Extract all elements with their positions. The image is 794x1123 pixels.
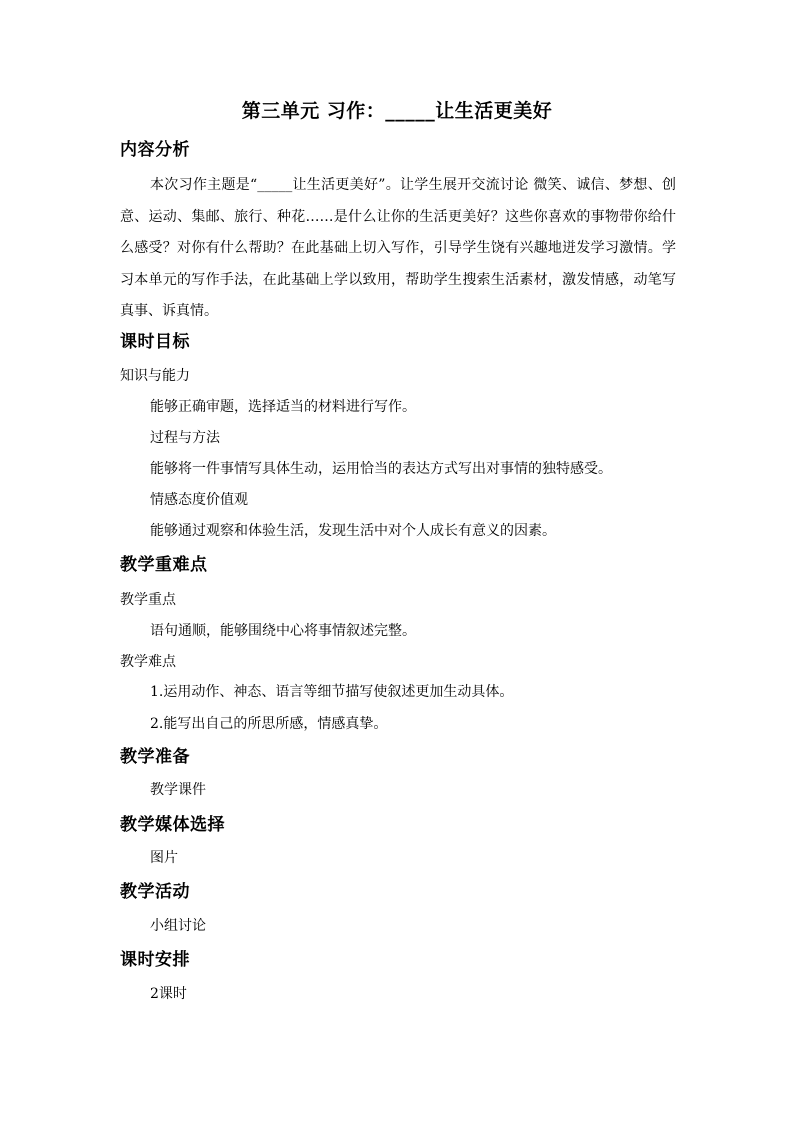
document-title: 第三单元 习作：_____让生活更美好 — [241, 100, 553, 122]
content-analysis-paragraph: 本次习作主题是“_____让生活更美好”。让学生展开交流讨论 微笑、诚信、梦想、创意、运动、集邮、旅行、种花……是什么让你的生活更美好？这些你喜欢的事物带你给什么感受？对你有什么帮助？在此基础上切入写作，引导学生饶有兴趣地迸发学习激情。学习本单元的写作手法，在此基础上学以致用，帮助学生搜索生活素材，激发情感，动笔写真事、诉真情。 — [120, 177, 676, 319]
heading-schedule: 课时安排 — [120, 950, 190, 970]
heading-content-analysis: 内容分析 — [120, 140, 190, 160]
heading-key-points: 教学重难点 — [120, 555, 208, 575]
preparation-text: 教学课件 — [150, 782, 206, 798]
subheading-difficulty: 教学难点 — [120, 654, 176, 670]
subheading-focus: 教学重点 — [120, 592, 176, 608]
subheading-process: 过程与方法 — [150, 430, 220, 446]
heading-activity: 教学活动 — [120, 882, 190, 902]
emotion-text: 能够通过观察和体验生活，发现生活中对个人成长有意义的因素。 — [150, 523, 556, 539]
heading-preparation: 教学准备 — [120, 747, 190, 767]
heading-media: 教学媒体选择 — [120, 815, 225, 835]
media-text: 图片 — [150, 850, 178, 866]
schedule-text: 2课时 — [150, 986, 187, 1002]
activity-text: 小组讨论 — [150, 918, 206, 934]
knowledge-text: 能够正确审题，选择适当的材料进行写作。 — [150, 399, 416, 415]
difficulty-item: 2.能写出自己的所思所感，情感真挚。 — [150, 716, 388, 732]
heading-objectives: 课时目标 — [120, 332, 190, 352]
difficulty-item: 1.运用动作、神态、语言等细节描写使叙述更加生动具体。 — [150, 684, 514, 700]
subheading-emotion: 情感态度价值观 — [150, 492, 248, 508]
process-text: 能够将一件事情写具体生动，运用恰当的表达方式写出对事情的独特感受。 — [150, 461, 612, 477]
subheading-knowledge: 知识与能力 — [120, 368, 190, 384]
focus-text: 语句通顺，能够围绕中心将事情叙述完整。 — [150, 623, 416, 639]
